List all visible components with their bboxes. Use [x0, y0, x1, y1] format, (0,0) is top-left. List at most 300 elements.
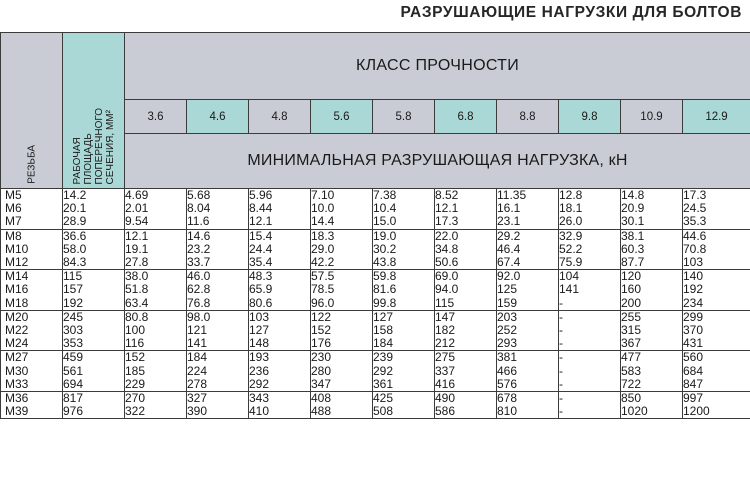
- cell-value: 103: [683, 255, 704, 270]
- cell-value: 303: [63, 323, 84, 338]
- cell-value: 722: [621, 376, 642, 391]
- cell-value: 60.3: [621, 241, 645, 256]
- cell-value: M10: [5, 241, 29, 256]
- cell-value: 184: [373, 336, 394, 351]
- table-cell: [125, 392, 187, 419]
- cell-value: -: [559, 391, 563, 406]
- cell-value: 561: [63, 363, 84, 378]
- cell-value: 11.6: [187, 214, 210, 229]
- cell-value: 67.4: [497, 255, 521, 270]
- cell-value: 850: [621, 391, 642, 406]
- table-row: [1, 270, 750, 311]
- table-cell: [311, 310, 373, 351]
- cell-value: M33: [5, 376, 29, 391]
- cell-value: 847: [683, 376, 704, 391]
- cell-value: 44.6: [683, 228, 707, 243]
- cell-value: 59.8: [373, 269, 397, 284]
- table-cell: [435, 392, 497, 419]
- cell-value: 477: [621, 350, 642, 365]
- cell-value: 62.8: [187, 282, 211, 297]
- cell-value: 10.4: [373, 201, 397, 216]
- area-header-line: СЕЧЕНИЯ, ММ²: [104, 109, 116, 184]
- cell-value: -: [559, 323, 563, 338]
- cell-value: -: [559, 295, 563, 310]
- cell-value: 157: [63, 282, 84, 297]
- cell-value: M36: [5, 391, 29, 406]
- strength-class-cell: 4.8: [249, 100, 311, 134]
- table-cell: [311, 229, 373, 270]
- table-cell: [249, 310, 311, 351]
- table-cell: [125, 351, 187, 392]
- cell-value: -: [559, 350, 563, 365]
- cell-value: 75.9: [559, 255, 583, 270]
- cell-value: 43.8: [373, 255, 397, 270]
- cell-value: 9.54: [125, 214, 149, 229]
- strength-class-cell: 10.9: [621, 100, 683, 134]
- table-cell: [435, 189, 497, 230]
- cell-value: 5.68: [187, 188, 211, 202]
- cell-value: 94.0: [435, 282, 459, 297]
- cell-value: 27.8: [125, 255, 149, 270]
- cell-value: 361: [373, 376, 394, 391]
- cell-value: 103: [249, 309, 270, 324]
- cell-value: 8.04: [187, 201, 211, 216]
- cell-value: 488: [311, 404, 332, 419]
- cell-value: 293: [497, 336, 518, 351]
- table-cell: [497, 189, 559, 230]
- table-cell: [373, 392, 435, 419]
- cell-value: 270: [125, 391, 146, 406]
- cell-value: 38.0: [125, 269, 149, 284]
- table-body: [1, 189, 750, 419]
- cell-value: 5.96: [249, 188, 273, 202]
- cell-value: 431: [683, 336, 704, 351]
- cell-value: 65.9: [249, 282, 273, 297]
- cell-value: 459: [63, 350, 84, 365]
- cell-value: 57.5: [311, 269, 335, 284]
- cell-value: 817: [63, 391, 84, 406]
- min-breaking-load-title: МИНИМАЛЬНАЯ РАЗРУШАЮЩАЯ НАГРУЗКА, кН: [125, 134, 750, 189]
- cell-value: 327: [187, 391, 208, 406]
- table-cell: [683, 392, 750, 419]
- cell-value: -: [559, 336, 563, 351]
- cell-value: 48.3: [249, 269, 273, 284]
- cell-value: 159: [497, 295, 518, 310]
- cell-value: 2.01: [125, 201, 149, 216]
- cell-value: 28.9: [63, 214, 87, 229]
- cell-value: 78.5: [311, 282, 335, 297]
- cell-value: M20: [5, 309, 29, 324]
- strength-class-cell: 6.8: [435, 100, 497, 134]
- thread-header-label: РЕЗЬБА: [26, 145, 37, 184]
- cell-value: 586: [435, 404, 456, 419]
- cell-value: 576: [497, 376, 518, 391]
- cell-value: 337: [435, 363, 456, 378]
- area-header: [63, 33, 125, 189]
- table-cell: [435, 229, 497, 270]
- cell-value: 10.0: [311, 201, 335, 216]
- cell-value: 15.0: [373, 214, 397, 229]
- cell-value: 14.4: [311, 214, 335, 229]
- cell-value: 125: [497, 282, 518, 297]
- cell-value: 684: [683, 363, 704, 378]
- cell-value: M14: [5, 269, 29, 284]
- area-header-line: ПОПЕРЕЧНОГО: [93, 107, 105, 184]
- cell-value: 140: [683, 269, 704, 284]
- breaking-load-table: [0, 32, 750, 419]
- cell-value: 96.0: [311, 295, 335, 310]
- table-cell: [373, 310, 435, 351]
- cell-value: 299: [683, 309, 704, 324]
- table-cell: [311, 270, 373, 311]
- table-cell: [187, 229, 249, 270]
- cell-value: 8.44: [249, 201, 273, 216]
- table-cell: [435, 351, 497, 392]
- table-row: [1, 189, 750, 230]
- cell-value: 63.4: [125, 295, 149, 310]
- table-cell: [497, 270, 559, 311]
- cell-value: 390: [187, 404, 208, 419]
- table-cell: [373, 351, 435, 392]
- table-cell: [497, 310, 559, 351]
- cell-value: 678: [497, 391, 518, 406]
- table-cell: [559, 392, 621, 419]
- cell-value: 38.1: [621, 228, 645, 243]
- cell-value: 4.69: [125, 188, 149, 202]
- cell-value: 408: [311, 391, 332, 406]
- strength-class-cell: 4.6: [187, 100, 249, 134]
- cell-value: 46.0: [187, 269, 211, 284]
- cell-value: 127: [373, 309, 394, 324]
- cell-value: 12.1: [249, 214, 273, 229]
- cell-value: 69.0: [435, 269, 459, 284]
- table-row: [1, 310, 750, 351]
- strength-class-cell: 5.6: [311, 100, 373, 134]
- cell-value: 466: [497, 363, 518, 378]
- cell-value: 14.8: [621, 188, 645, 202]
- cell-value: M30: [5, 363, 29, 378]
- cell-value: 34.8: [435, 241, 459, 256]
- cell-value: 353: [63, 336, 84, 351]
- cell-value: 35.3: [683, 214, 707, 229]
- cell-value: 1020: [621, 404, 648, 419]
- cell-value: 343: [249, 391, 270, 406]
- cell-value: -: [559, 404, 563, 419]
- cell-value: 30.1: [621, 214, 645, 229]
- table-cell: [559, 351, 621, 392]
- cell-value: 26.0: [559, 214, 583, 229]
- cell-value: 229: [125, 376, 146, 391]
- strength-class-title: КЛАСС ПРОЧНОСТИ: [125, 33, 750, 100]
- cell-value: 410: [249, 404, 270, 419]
- table-cell: [683, 270, 750, 311]
- cell-value: 51.8: [125, 282, 149, 297]
- table-cell: [249, 270, 311, 311]
- cell-value: 32.9: [559, 228, 583, 243]
- cell-value: 7.10: [311, 188, 335, 202]
- cell-value: 19.1: [125, 241, 149, 256]
- cell-value: 184: [187, 350, 208, 365]
- cell-value: 236: [249, 363, 270, 378]
- cell-value: 29.0: [311, 241, 335, 256]
- cell-value: M27: [5, 350, 29, 365]
- table-cell: [435, 310, 497, 351]
- cell-value: 152: [311, 323, 332, 338]
- table-cell: [125, 229, 187, 270]
- cell-value: 185: [125, 363, 146, 378]
- cell-value: 14.2: [63, 188, 87, 202]
- cell-value: 20.9: [621, 201, 645, 216]
- table-cell: [683, 189, 750, 230]
- table-cell: [125, 310, 187, 351]
- cell-value: M7: [5, 214, 22, 229]
- table-cell: [63, 189, 125, 230]
- cell-value: 381: [497, 350, 518, 365]
- cell-value: 42.2: [311, 255, 335, 270]
- cell-value: 35.4: [249, 255, 273, 270]
- cell-value: 50.6: [435, 255, 459, 270]
- table-cell: [621, 392, 683, 419]
- cell-value: 230: [311, 350, 332, 365]
- cell-value: 152: [125, 350, 146, 365]
- cell-value: 23.1: [497, 214, 521, 229]
- table-cell: [1, 392, 63, 419]
- table-cell: [373, 270, 435, 311]
- strength-class-cell: 3.6: [125, 100, 187, 134]
- cell-value: 212: [435, 336, 456, 351]
- cell-value: 16.1: [497, 201, 521, 216]
- cell-value: 17.3: [683, 188, 707, 202]
- table-cell: [559, 310, 621, 351]
- cell-value: 425: [373, 391, 394, 406]
- cell-value: 33.7: [187, 255, 211, 270]
- table-cell: [621, 351, 683, 392]
- cell-value: 192: [683, 282, 704, 297]
- cell-value: 203: [497, 309, 518, 324]
- table-cell: [683, 229, 750, 270]
- cell-value: 234: [683, 295, 704, 310]
- cell-value: 70.8: [683, 241, 707, 256]
- table-cell: [311, 392, 373, 419]
- table-cell: [497, 229, 559, 270]
- cell-value: 280: [311, 363, 332, 378]
- table-cell: [1, 351, 63, 392]
- cell-value: 80.6: [249, 295, 273, 310]
- table-cell: [187, 310, 249, 351]
- cell-value: 58.0: [63, 241, 87, 256]
- cell-value: 239: [373, 350, 394, 365]
- cell-value: 104: [559, 269, 580, 284]
- cell-value: 148: [249, 336, 270, 351]
- table-cell: [1, 310, 63, 351]
- table-cell: [373, 189, 435, 230]
- cell-value: 278: [187, 376, 208, 391]
- cell-value: 7.38: [373, 188, 397, 202]
- cell-value: 347: [311, 376, 332, 391]
- cell-value: 370: [683, 323, 704, 338]
- table-cell: [63, 229, 125, 270]
- table-row: [1, 229, 750, 270]
- table-cell: [559, 189, 621, 230]
- cell-value: 116: [125, 336, 145, 351]
- table-cell: [63, 392, 125, 419]
- cell-value: 416: [435, 376, 456, 391]
- cell-value: 120: [621, 269, 642, 284]
- cell-value: 12.1: [125, 228, 149, 243]
- table-cell: [621, 310, 683, 351]
- cell-value: 81.6: [373, 282, 397, 297]
- table-cell: [1, 229, 63, 270]
- table-row: [1, 392, 750, 419]
- cell-value: -: [559, 309, 563, 324]
- cell-value: 18.3: [311, 228, 335, 243]
- table-cell: [683, 351, 750, 392]
- cell-value: 52.2: [559, 241, 583, 256]
- table-cell: [1, 189, 63, 230]
- cell-value: 15.4: [249, 228, 273, 243]
- table-cell: [63, 351, 125, 392]
- cell-value: 115: [63, 269, 83, 284]
- table-cell: [125, 270, 187, 311]
- cell-value: 14.6: [187, 228, 211, 243]
- cell-value: 141: [187, 336, 208, 351]
- table-cell: [497, 351, 559, 392]
- table-cell: [187, 270, 249, 311]
- cell-value: -: [559, 376, 563, 391]
- table-header: [1, 33, 750, 189]
- cell-value: 46.4: [497, 241, 521, 256]
- table-cell: [621, 229, 683, 270]
- cell-value: M16: [5, 282, 29, 297]
- cell-value: 182: [435, 323, 456, 338]
- cell-value: 224: [187, 363, 208, 378]
- cell-value: 12.1: [435, 201, 459, 216]
- cell-value: 322: [125, 404, 146, 419]
- cell-value: 694: [63, 376, 84, 391]
- table-cell: [187, 189, 249, 230]
- cell-value: 275: [435, 350, 456, 365]
- cell-value: 11.35: [497, 188, 527, 202]
- cell-value: 192: [63, 295, 84, 310]
- cell-value: 22.0: [435, 228, 459, 243]
- cell-value: 147: [435, 309, 456, 324]
- cell-value: 19.0: [373, 228, 397, 243]
- cell-value: M39: [5, 404, 29, 419]
- table-cell: [1, 270, 63, 311]
- cell-value: 18.1: [559, 201, 583, 216]
- table-cell: [435, 270, 497, 311]
- table-cell: [373, 229, 435, 270]
- thread-header: [1, 33, 63, 189]
- cell-value: 80.8: [125, 309, 149, 324]
- cell-value: 560: [683, 350, 704, 365]
- cell-value: 87.7: [621, 255, 645, 270]
- table-cell: [249, 351, 311, 392]
- table-cell: [63, 310, 125, 351]
- cell-value: 200: [621, 295, 642, 310]
- strength-class-cell: 8.8: [497, 100, 559, 134]
- cell-value: M6: [5, 201, 22, 216]
- area-header-line: РАБОЧАЯ: [71, 136, 83, 184]
- cell-value: 24.5: [683, 201, 707, 216]
- cell-value: 29.2: [497, 228, 521, 243]
- area-header-label: [72, 108, 116, 184]
- cell-value: 76.8: [187, 295, 211, 310]
- cell-value: 583: [621, 363, 642, 378]
- area-header-line: ПЛОЩАДЬ: [82, 132, 94, 184]
- table-cell: [249, 229, 311, 270]
- table-cell: [621, 270, 683, 311]
- cell-value: 8.52: [435, 188, 459, 202]
- cell-value: 255: [621, 309, 642, 324]
- cell-value: M24: [5, 336, 29, 351]
- cell-value: 252: [497, 323, 518, 338]
- cell-value: 367: [621, 336, 642, 351]
- cell-value: 1200: [683, 404, 710, 419]
- cell-value: 12.8: [559, 188, 583, 202]
- cell-value: M8: [5, 228, 22, 243]
- table-cell: [621, 189, 683, 230]
- cell-value: M18: [5, 295, 29, 310]
- cell-value: M5: [5, 188, 22, 202]
- table-cell: [125, 189, 187, 230]
- strength-class-cell: 12.9: [683, 100, 750, 134]
- table-cell: [187, 351, 249, 392]
- table-cell: [683, 310, 750, 351]
- cell-value: 193: [249, 350, 270, 365]
- cell-value: 30.2: [373, 241, 397, 256]
- cell-value: M22: [5, 323, 29, 338]
- table-cell: [559, 270, 621, 311]
- cell-value: 115: [435, 295, 455, 310]
- cell-value: 84.3: [63, 255, 87, 270]
- cell-value: 36.6: [63, 228, 87, 243]
- cell-value: 20.1: [63, 201, 87, 216]
- table-cell: [311, 189, 373, 230]
- cell-value: 100: [125, 323, 146, 338]
- cell-value: 315: [621, 323, 642, 338]
- table-row: [1, 351, 750, 392]
- cell-value: 292: [373, 363, 394, 378]
- cell-value: 292: [249, 376, 270, 391]
- cell-value: 158: [373, 323, 394, 338]
- cell-value: 997: [683, 391, 704, 406]
- table-cell: [249, 392, 311, 419]
- cell-value: 245: [63, 309, 84, 324]
- cell-value: 23.2: [187, 241, 211, 256]
- cell-value: 508: [373, 404, 394, 419]
- cell-value: -: [559, 363, 563, 378]
- cell-value: 490: [435, 391, 456, 406]
- cell-value: 99.8: [373, 295, 397, 310]
- table-cell: [311, 351, 373, 392]
- cell-value: 160: [621, 282, 642, 297]
- table-cell: [497, 392, 559, 419]
- strength-class-cell: 5.8: [373, 100, 435, 134]
- table-cell: [249, 189, 311, 230]
- cell-value: 810: [497, 404, 518, 419]
- strength-class-cell: 9.8: [559, 100, 621, 134]
- cell-value: 141: [559, 282, 580, 297]
- cell-value: 176: [311, 336, 332, 351]
- cell-value: 122: [311, 309, 332, 324]
- cell-value: M12: [5, 255, 29, 270]
- cell-value: 127: [249, 323, 270, 338]
- cell-value: 17.3: [435, 214, 459, 229]
- cell-value: 24.4: [249, 241, 273, 256]
- table-cell: [63, 270, 125, 311]
- cell-value: 92.0: [497, 269, 521, 284]
